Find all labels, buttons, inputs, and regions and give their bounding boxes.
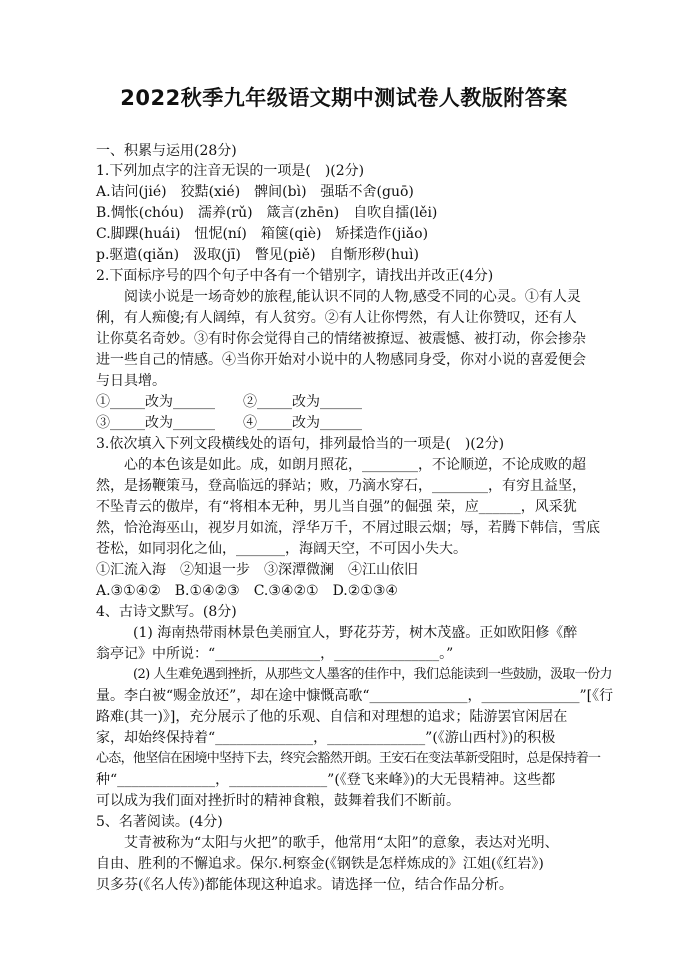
passage-line: 苍松，如同羽化之仙，_______，海阔天空，不可因小失大。 bbox=[96, 541, 467, 557]
passage-line: 自由、胜利的不懈追求。保尔.柯察金(《钢铁是怎样炼成的》江姐(《红岩》) bbox=[96, 856, 544, 872]
correction-row: ③_____改为______ ④_____改为______ bbox=[96, 415, 362, 431]
question-4: 4、古诗文默写。(8分) bbox=[96, 604, 237, 620]
passage-line: 进一些自己的情感。④当你开始对小说中的人物感同身受，你对小说的喜爱便会 bbox=[96, 352, 586, 368]
passage-line: 翁亭记》中所说：“_______________，_______________。” bbox=[96, 646, 454, 662]
section-heading: 一、积累与运用(28分) bbox=[96, 143, 237, 159]
passage-line: 让你莫名奇妙。③有时你会觉得自己的情绪被撩逗、被震憾、被打动，你会掺杂 bbox=[96, 331, 586, 347]
option-d: p.驱遣(qiǎn) 汲取(jī) 瞥见(piě) 自惭形秽(huì) bbox=[96, 247, 419, 263]
answer-options: A.③①④② B.①④②③ C.③④②① D.②①③④ bbox=[96, 583, 398, 599]
question-5: 5、名著阅读。(4分) bbox=[96, 814, 223, 830]
correction-row: ①_____改为______ ②_____改为______ bbox=[96, 394, 362, 410]
option-b: B.惆怅(chóu) 濡养(rǔ) 箴言(zhēn) 自吹自擂(lěi) bbox=[96, 205, 438, 221]
passage-line: 贝多芬(《名人传》)都能体现这种追求。请选择一位，结合作品分析。 bbox=[96, 877, 513, 893]
passage-line: 然，恰沧海巫山，视岁月如流，浮华万千，不屑过眼云烟；辱，若腾下韩信，雪底 bbox=[96, 520, 600, 536]
passage-line: (1) 海南热带雨林景色美丽宜人，野花芬芳，树木茂盛。正如欧阳修《醉 bbox=[133, 625, 578, 641]
question-2: 2.下面标序号的四个句子中各有一个错别字，请找出并改正(4分) bbox=[96, 268, 494, 284]
passage-line: 阅读小说是一场奇妙的旅程,能认识不同的人物,感受不同的心灵。①有人灵 bbox=[124, 289, 581, 305]
choice-items: ①汇流入海 ②知退一步 ③深潭微澜 ④江山依旧 bbox=[96, 562, 418, 578]
passage-line: 家，却始终保持着“______________，______________”(《游山西村》)的积极 bbox=[96, 730, 556, 746]
passage-line: (2) 人生难免遇到挫折，从那些文人墨客的佳作中，我们总能读到一些鼓励，汲取一份力 bbox=[133, 667, 612, 682]
passage-line: 可以成为我们面对挫折时的精神食粮，鼓舞着我们不断前。 bbox=[96, 793, 460, 809]
question-3: 3.依次填入下列文段横线处的语句，排列最恰当的一项是( )(2分) bbox=[96, 436, 505, 452]
passage-line: 然，是扬鞭策马，登高临远的驿站；败，乃滴水穿石，________，有穷且益坚， bbox=[96, 478, 586, 494]
passage-line: 心的本色该是如此。成，如朗月照花，________，不论顺逆，不论成败的超 bbox=[124, 457, 586, 473]
passage-line: 不坠青云的傲岸，有“将相本无种，男儿当自强”的倔强 荣，应______，风采犹 bbox=[96, 499, 577, 515]
passage-line: 路难(其一)》]，充分展示了他的乐观、自信和对理想的追求；陆游罢官闲居在 bbox=[96, 709, 568, 725]
passage-line: 心态，他坚信在困境中坚持下去，终究会豁然开朗。王安石在变法革新受阻时，总是保持着一 bbox=[96, 751, 601, 766]
passage-line: 艾青被称为“太阳与火把”的歌手，他常用“太阳”的意象，表达对光明、 bbox=[124, 835, 559, 851]
passage-line: 与日具增。 bbox=[96, 373, 166, 389]
passage-line: 量。李白被“赐金放还”，却在途中慷慨高歌“______________，______________”[《行 bbox=[96, 688, 614, 704]
option-c: C.脚踝(huái) 忸怩(ní) 箱箧(qiè) 矫揉造作(jiǎo) bbox=[96, 226, 429, 242]
page-title: 2022秋季九年级语文期中测试卷人教版附答案 bbox=[120, 86, 568, 110]
passage-line: 种“______________，______________”(《登飞来峰》)的大无畏精神。这些都 bbox=[96, 772, 556, 788]
passage-line: 俐，有人痴傻;有人阔绰，有人贫穷。②有人让你愕然，有人让你赞叹，还有人 bbox=[96, 310, 577, 326]
question-1: 1.下列加点字的注音无误的一项是( )(2分) bbox=[96, 163, 365, 179]
option-a: A.诘问(jié) 狡黠(xié) 髀间(bì) 强聒不舍(guō) bbox=[96, 184, 414, 200]
